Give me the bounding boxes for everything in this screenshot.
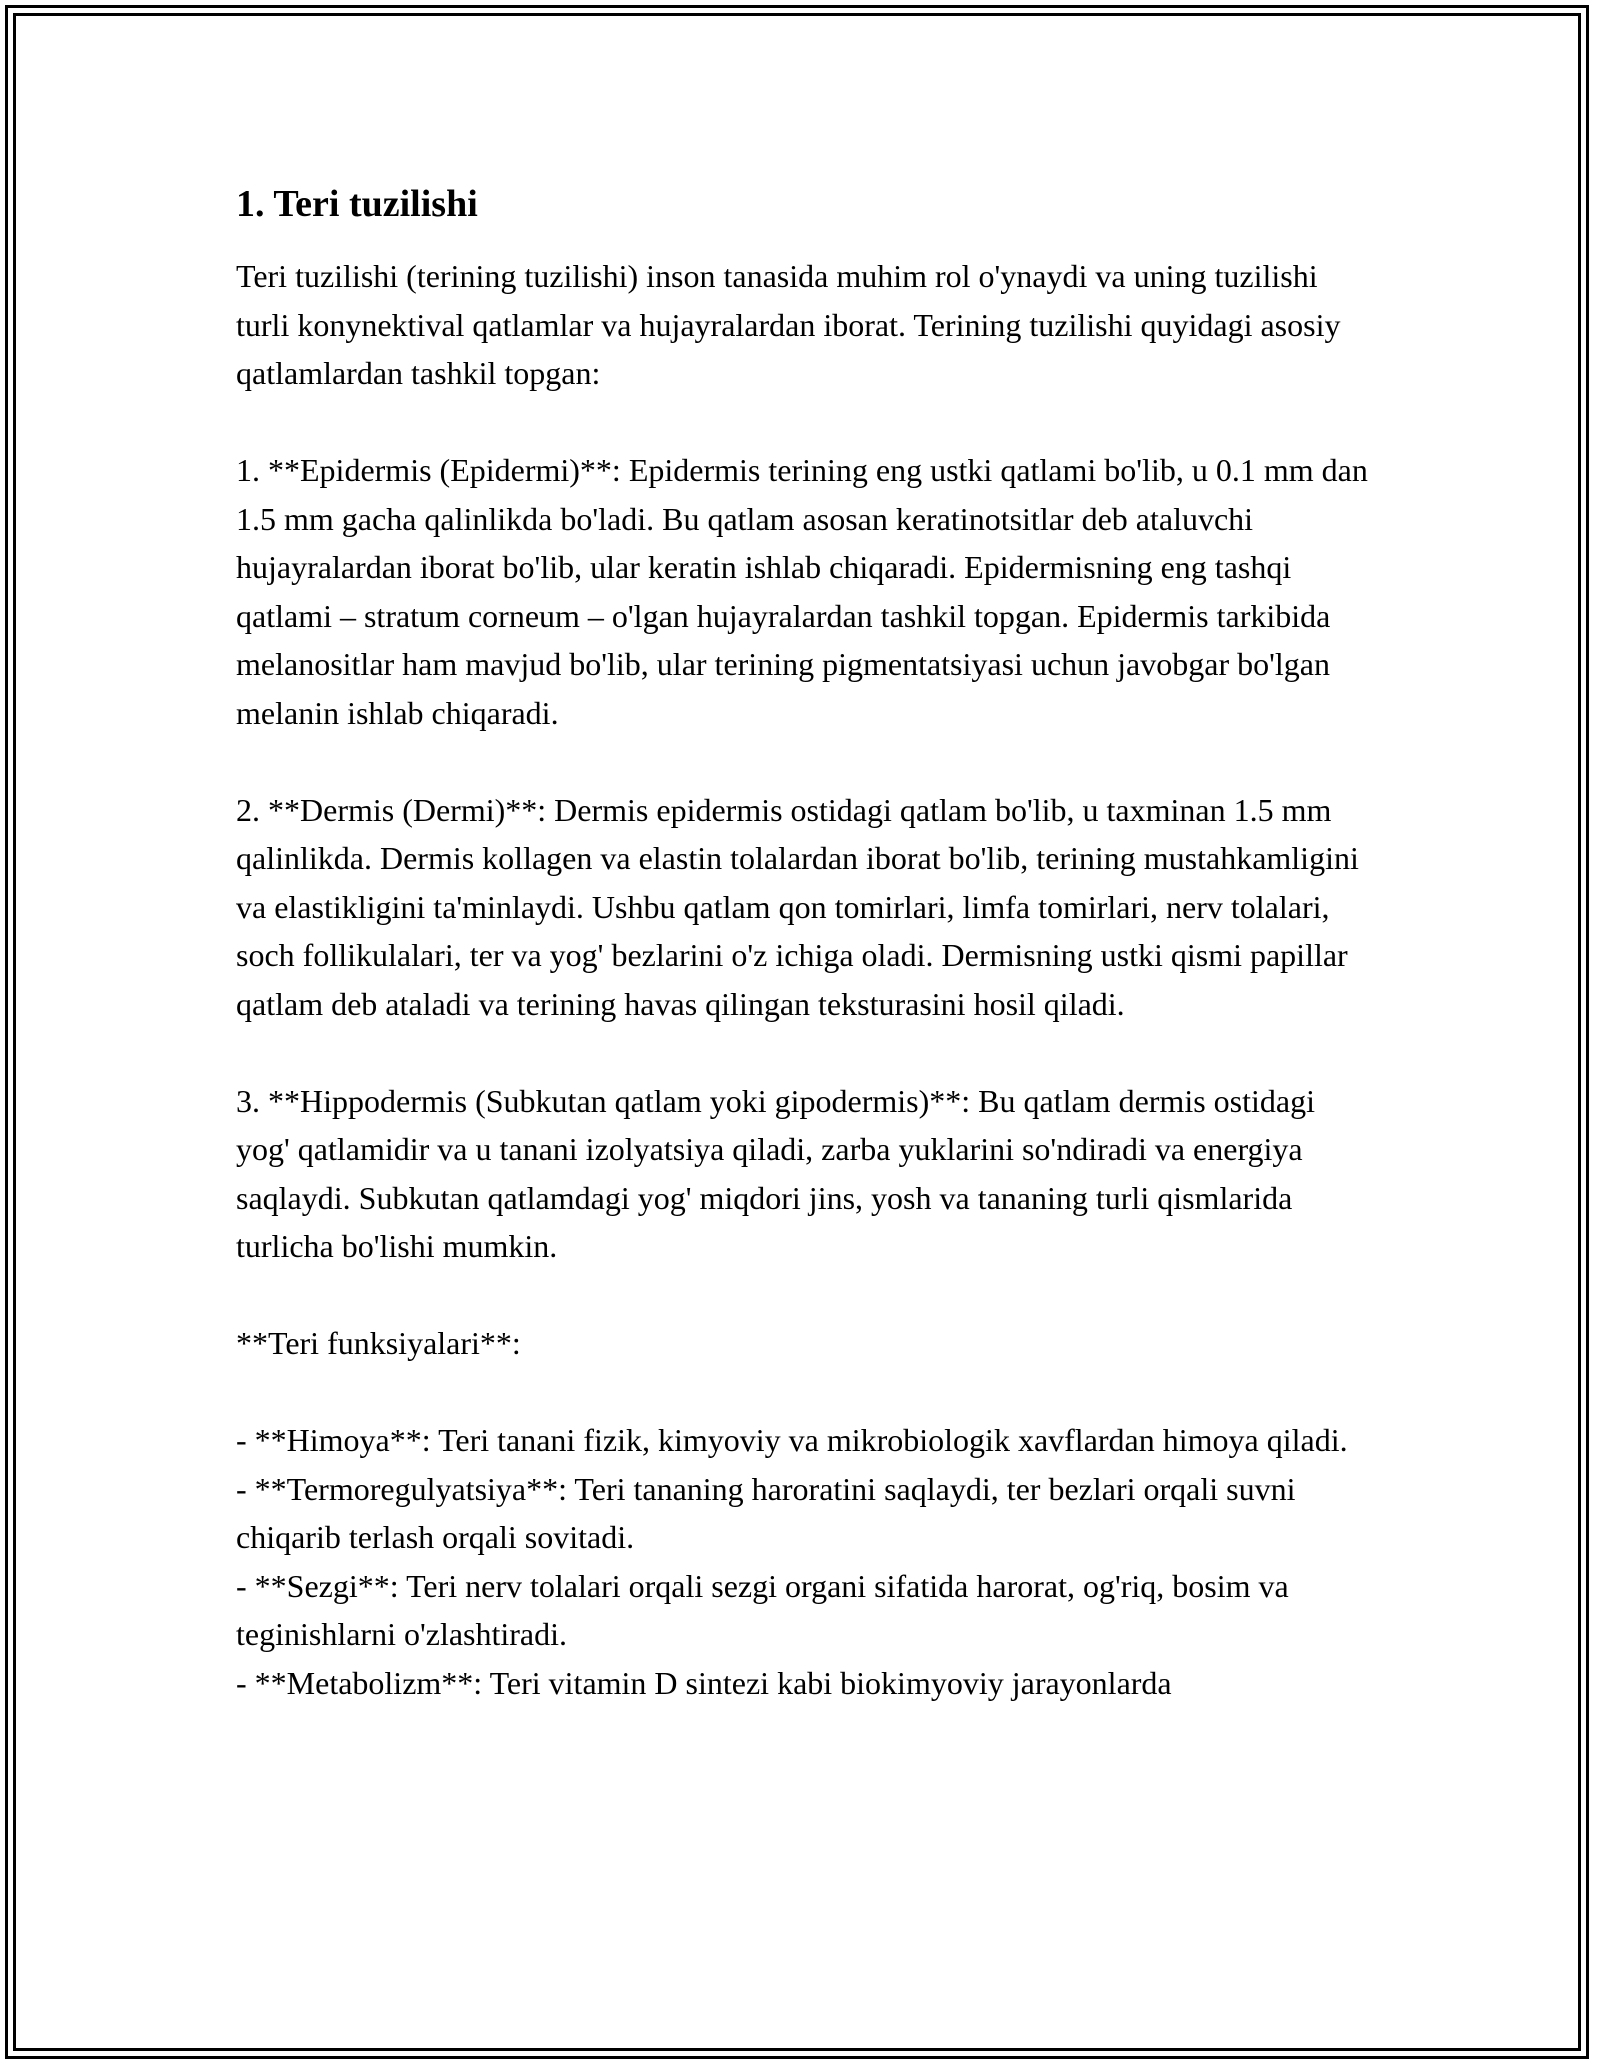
function-item-himoya: - **Himoya**: Teri tanani fizik, kimyoviy va mikrobiologik xavflardan himoya qiladi. bbox=[236, 1422, 1348, 1458]
paragraph-spacer bbox=[236, 398, 1376, 447]
intro-paragraph: Teri tuzilishi (terining tuzilishi) inson tanasida muhim rol o'ynaydi va uning tuzilishi turli konynektival qatlamlar va hujayralardan iborat. Terining tuzilishi quyidagi asosiy qatlamlardan tashkil topgan: bbox=[236, 258, 1341, 391]
function-item-termoregulyatsiya: - **Termoregulyatsiya**: Teri tananing haroratini saqlaydi, ter bezlari orqali suvni chiqarib terlash orqali sovitadi. bbox=[236, 1470, 1296, 1555]
section-heading: 1. Teri tuzilishi bbox=[236, 183, 478, 225]
layer-epidermis-paragraph: 1. **Epidermis (Epidermi)**: Epidermis terining eng ustki qatlami bo'lib, u 0.1 mm dan 1.5 mm gacha qalinlikda bo'ladi. Bu qatlam asosan keratinotsitlar deb ataluvchi hujayralardan iborat bo'lib, ular keratin ishlab chiqaradi. Epidermisning eng tashqi qatlami – stratum corneum – o'lgan hujayralardan tashkil topgan. Epidermis tarkibida melanositlar ham mavjud bo'lib, ular terining pigmentatsiyasi uchun javobgar bo'lgan melanin ishlab chiqaradi. bbox=[236, 452, 1368, 731]
function-item-metabolizm: - **Metabolizm**: Teri vitamin D sintezi kabi biokimyoviy jarayonlarda bbox=[236, 1664, 1172, 1701]
paragraph-spacer bbox=[236, 1271, 1376, 1320]
layer-hippodermis-paragraph: 3. **Hippodermis (Subkutan qatlam yoki gipodermis)**: Bu qatlam dermis ostidagi yog' qatlamidir va u tanani izolyatsiya qiladi, zarba yuklarini so'ndiradi va energiya saqlaydi. Subkutan qatlamdagi yog' miqdori jins, yosh va tananing turli qismlarida turlicha bo'lishi mumkin. bbox=[236, 1082, 1315, 1264]
document-body bbox=[236, 180, 1376, 1707]
function-item-sezgi: - **Sezgi**: Teri nerv tolalari orqali sezgi organi sifatida harorat, og'riq, bosim va teginishlarni o'zlashtiradi. bbox=[236, 1567, 1289, 1652]
paragraph-spacer bbox=[236, 737, 1376, 786]
paragraph-spacer bbox=[236, 1028, 1376, 1077]
functions-title: **Teri funksiyalari**: bbox=[236, 1325, 521, 1361]
paragraph-spacer bbox=[236, 1368, 1376, 1417]
layer-dermis-paragraph: 2. **Dermis (Dermi)**: Dermis epidermis ostidagi qatlam bo'lib, u taxminan 1.5 mm qalinlikda. Dermis kollagen va elastin tolalardan iborat bo'lib, terining mustahkamligini va elastikligini ta'minlaydi. Ushbu qatlam qon tomirlari, limfa tomirlari, nerv tolalari, soch follikulalari, ter va yog' bezlarini o'z ichiga oladi. Dermisning ustki qismi papillar qatlam deb ataladi va terining havas qilingan teksturasini hosil qiladi. bbox=[236, 791, 1359, 1022]
